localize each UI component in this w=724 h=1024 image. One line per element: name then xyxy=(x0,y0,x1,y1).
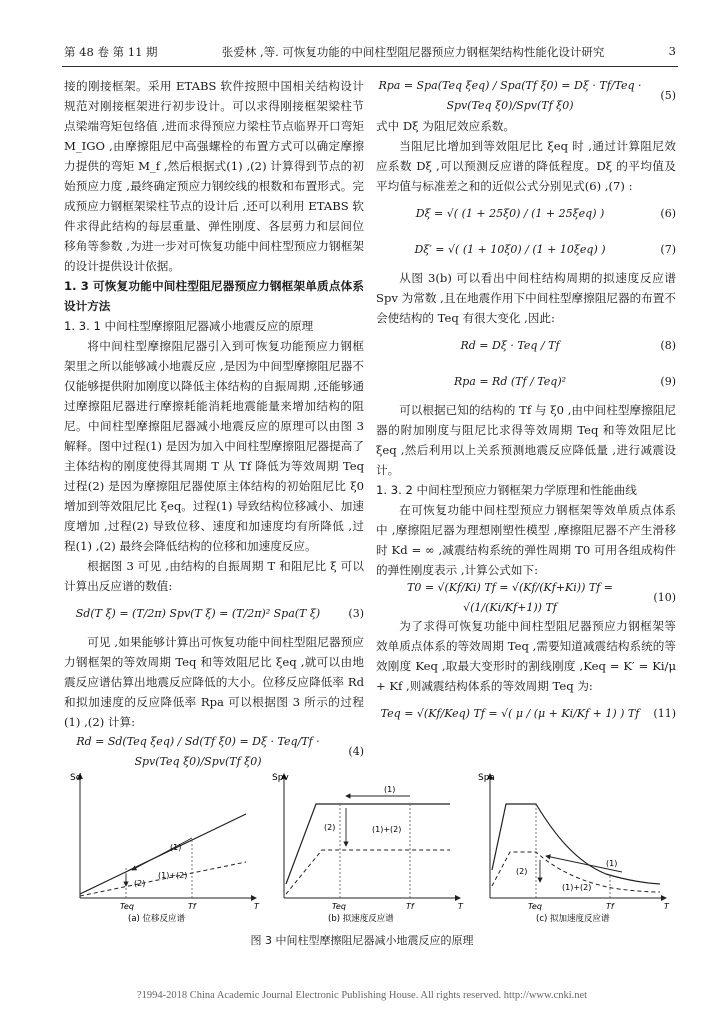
equation-body: Dξ′ = √( (1 + 10ξ0) / (1 + 10ξeq) ) xyxy=(414,243,606,256)
equation-number: (4) xyxy=(348,745,364,758)
paragraph: 可以根据已知的结构的 Tf 与 ξ0 ,由中间柱型摩擦阻尼器的附加刚度与阻尼比求得等效周期 Teq 和等效阻尼比 ξeq ,然后利用以上关系预测地震反应降低量 ,进行减震设计。 xyxy=(376,403,676,477)
page-number: 3 xyxy=(668,44,676,58)
process-1-label: (1) xyxy=(384,785,396,794)
paragraph: 在可恢复功能中间柱型预应力钢框架等效单质点体系中 ,摩擦阻尼器为理想刚塑性模型 ,摩擦阻尼器不产生滑移时 Kd = ∞ ,减震结构系统的弹性周期 T0 可用各组成构件的弹性刚度表示 ,计算公式如下: xyxy=(376,503,676,577)
running-title: 张爱林 ,等. 可恢复功能的中间柱型阻尼器预应力钢框架结构性能化设计研究 xyxy=(221,45,605,59)
process-12-label: (1)+(2) xyxy=(372,825,402,834)
equation-8 xyxy=(376,328,676,364)
process-12-label: (1)+(2) xyxy=(562,883,592,892)
paragraph: 当阻尼比增加到等效阻尼比 ξeq 时 ,通过计算阻尼效应系数 Dξ ,可以预测反应谱的降低程度。Dξ 的平均值及平均值与标准差之和的近似公式分别见式(6) ,(7) : xyxy=(376,139,676,193)
equation-number: (7) xyxy=(660,243,676,256)
process-1-label: (1) xyxy=(170,843,182,852)
x-axis-label: T xyxy=(254,902,259,911)
equation-11 xyxy=(376,696,676,732)
tf-tick: Tf xyxy=(188,902,196,911)
process-2-label: (2) xyxy=(134,879,146,888)
section-heading: 1. 3 可恢复功能中间柱型阻尼器预应力钢框架单质点体系设计方法 xyxy=(64,279,364,313)
panel-a xyxy=(70,773,260,924)
journal-issue: 第 48 卷 第 11 期 xyxy=(64,45,158,59)
panel-b xyxy=(272,773,464,924)
process-12-label: (1)+(2) xyxy=(158,871,188,880)
equation-body: Teq = √(Kf/Keq) Tf = √( μ / (μ + Ki/Kf + 1) ) Tf xyxy=(380,707,640,720)
damped-curve xyxy=(286,850,450,894)
subsection-heading: 1. 3. 1 中间柱型摩擦阻尼器减小地震反应的原理 xyxy=(64,319,314,333)
spectrum-curve xyxy=(80,814,246,894)
panel-caption: (c) 拟加速度反应谱 xyxy=(536,914,610,924)
spectrum-curve xyxy=(286,804,450,884)
paragraph: 为了求得可恢复功能中间柱型阻尼器预应力钢框架等效单质点体系的等效周期 Teq ,需要知道减震结构系统的等效刚度 Keq ,取最大变形时的割线刚度 ,Keq = K′ = Ki/μ + Kf ,则减震结构体系的等效周期 Teq 为: xyxy=(376,619,676,693)
paragraph: 从图 3(b) 可以看出中间柱结构周期的拟速度反应谱 Spv 为常数 ,且在地震作用下中间柱型摩擦阻尼器的布置不会使结构的 Teq 有很大变化 ,因此: xyxy=(376,271,676,325)
figure-3 xyxy=(66,766,678,924)
teq-tick: Teq xyxy=(528,902,542,911)
equation-number: (9) xyxy=(660,375,676,388)
panel-c xyxy=(478,773,670,924)
x-axis-label: T xyxy=(458,902,463,911)
tf-tick: Tf xyxy=(406,902,414,911)
y-axis-label: Spv xyxy=(272,773,289,783)
equation-number: (10) xyxy=(653,591,676,604)
process-1-arrow xyxy=(132,838,192,870)
equation-7 xyxy=(376,232,676,268)
equation-body: Rpa = Spa(Teq ξeq) / Spa(Tf ξ0) = Dξ · Tf/Teq · Spv(Teq ξ0)/Spv(Tf ξ0) xyxy=(378,79,642,112)
equation-body: Dξ = √( (1 + 25ξ0) / (1 + 25ξeq) ) xyxy=(415,207,605,220)
paragraph: 将中间柱型摩擦阻尼器引入到可恢复功能预应力钢框架里之所以能够减小地震反应 ,是因为中间型摩擦阻尼器不仅能够提供附加刚度以降低主体结构的自振周期 ,还能够通过摩擦阻尼器进行摩擦耗能消耗地震能量来增加结构的阻尼。中间柱型摩擦阻尼器减小地震反应的原理可以由图 3 解释。图中过程(1) 是因为加入中间柱型摩擦阻尼器提高了主体结构的刚度使得其周期 T 从 Tf 降低为等效周期 Teq 过程(2) 是因为摩擦阻尼器使原主体结构的初始阻尼比 ξ0 增加到等效阻尼比 ξeq。过程(1) 导致结构位移减小、加速度增加 ,过程(2) 导致位移、速度和加速度均有所降低 ,过程(1) ,(2) 最终会降低结构的位移和加速度反应。 xyxy=(64,339,364,553)
copyright-footer: ?1994-2018 China Academic Journal Electronic Publishing House. All rights reserved. http://www.cnki.net xyxy=(136,990,588,1001)
process-2-label: (2) xyxy=(516,867,528,876)
equation-body: T0 = √(Kf/Ki) Tf = √(Kf/(Kf+Ki)) Tf = √(1/(Ki/Kf+1)) Tf xyxy=(406,581,613,614)
y-axis-label: Spa xyxy=(478,773,495,783)
header-rule xyxy=(62,66,678,67)
right-column xyxy=(376,76,676,732)
equation-3 xyxy=(64,596,364,632)
equation-number: (11) xyxy=(653,707,676,720)
equation-number: (6) xyxy=(660,207,676,220)
equation-5 xyxy=(376,76,676,116)
process-2-label: (2) xyxy=(324,823,336,832)
panel-caption: (b) 拟速度反应谱 xyxy=(328,914,394,924)
equation-6 xyxy=(376,196,676,232)
paragraph: 可见 ,如果能够计算出可恢复功能中间柱型阻尼器预应力钢框架的等效周期 Teq 和等效阻尼比 ξeq ,就可以由地震反应谱估算出地震反应降低的大小。位移反应降低率 Rd 和拟加速度的反应降低率 Rpa 可以根据图 3 所示的过程(1) ,(2) 计算: xyxy=(64,635,364,729)
x-axis-label: T xyxy=(664,902,669,911)
paragraph: 接的刚接框架。采用 ETABS 软件按照中国相关结构设计规范对刚接框架进行初步设计。可以求得刚接框架梁柱节点梁端弯矩包络值 ,进而求得预应力梁柱节点临界开口弯矩 M_IGO ,由摩擦阻尼中高强螺栓的布置方式可以确定摩擦力提供的弯矩 M_f ,然后根据式(1) ,(2) 计算得到节点的初始预应力度 ,最终确定预应力钢绞线的根数和布置形式。完成预应力钢框架梁柱节点的设计后 ,还可以利用 ETABS 软件求得此结构的每层重量、弹性刚度、各层剪力和层间位移角等参数 ,为进一步对可恢复功能中间柱型预应力钢框架的设计提供设计依据。 xyxy=(64,79,364,273)
equation-number: (8) xyxy=(660,339,676,352)
equation-10 xyxy=(376,580,676,616)
process-1-label: (1) xyxy=(606,859,618,868)
equation-body: Rd = Dξ · Teq / Tf xyxy=(460,339,560,352)
left-column xyxy=(64,76,364,772)
teq-tick: Teq xyxy=(120,902,134,911)
equation-number: (3) xyxy=(348,607,364,620)
equation-9 xyxy=(376,364,676,400)
equation-body: Sd(T ξ) = (T/2π) Spv(T ξ) = (T/2π)² Spa(T ξ) xyxy=(75,607,321,620)
equation-number: (5) xyxy=(660,89,676,102)
paragraph: 式中 Dξ 为阻尼效应系数。 xyxy=(376,119,515,133)
running-header xyxy=(64,44,676,60)
paragraph: 根据图 3 可见 ,由结构的自振周期 T 和阻尼比 ξ 可以计算出反应谱的数值: xyxy=(64,559,364,593)
equation-body: Rd = Sd(Teq ξeq) / Sd(Tf ξ0) = Dξ · Teq/Tf · Spv(Teq ξ0)/Spv(Tf ξ0) xyxy=(76,735,320,768)
tf-tick: Tf xyxy=(606,902,614,911)
figure-caption: 图 3 中间柱型摩擦阻尼器减小地震反应的原理 xyxy=(250,934,474,947)
subsection-heading: 1. 3. 2 中间柱型预应力钢框架力学原理和性能曲线 xyxy=(376,483,637,497)
teq-tick: Teq xyxy=(332,902,346,911)
panel-caption: (a) 位移反应谱 xyxy=(128,914,186,924)
y-axis-label: Sd xyxy=(70,773,82,783)
equation-body: Rpa = Rd (Tf / Teq)² xyxy=(453,375,567,388)
